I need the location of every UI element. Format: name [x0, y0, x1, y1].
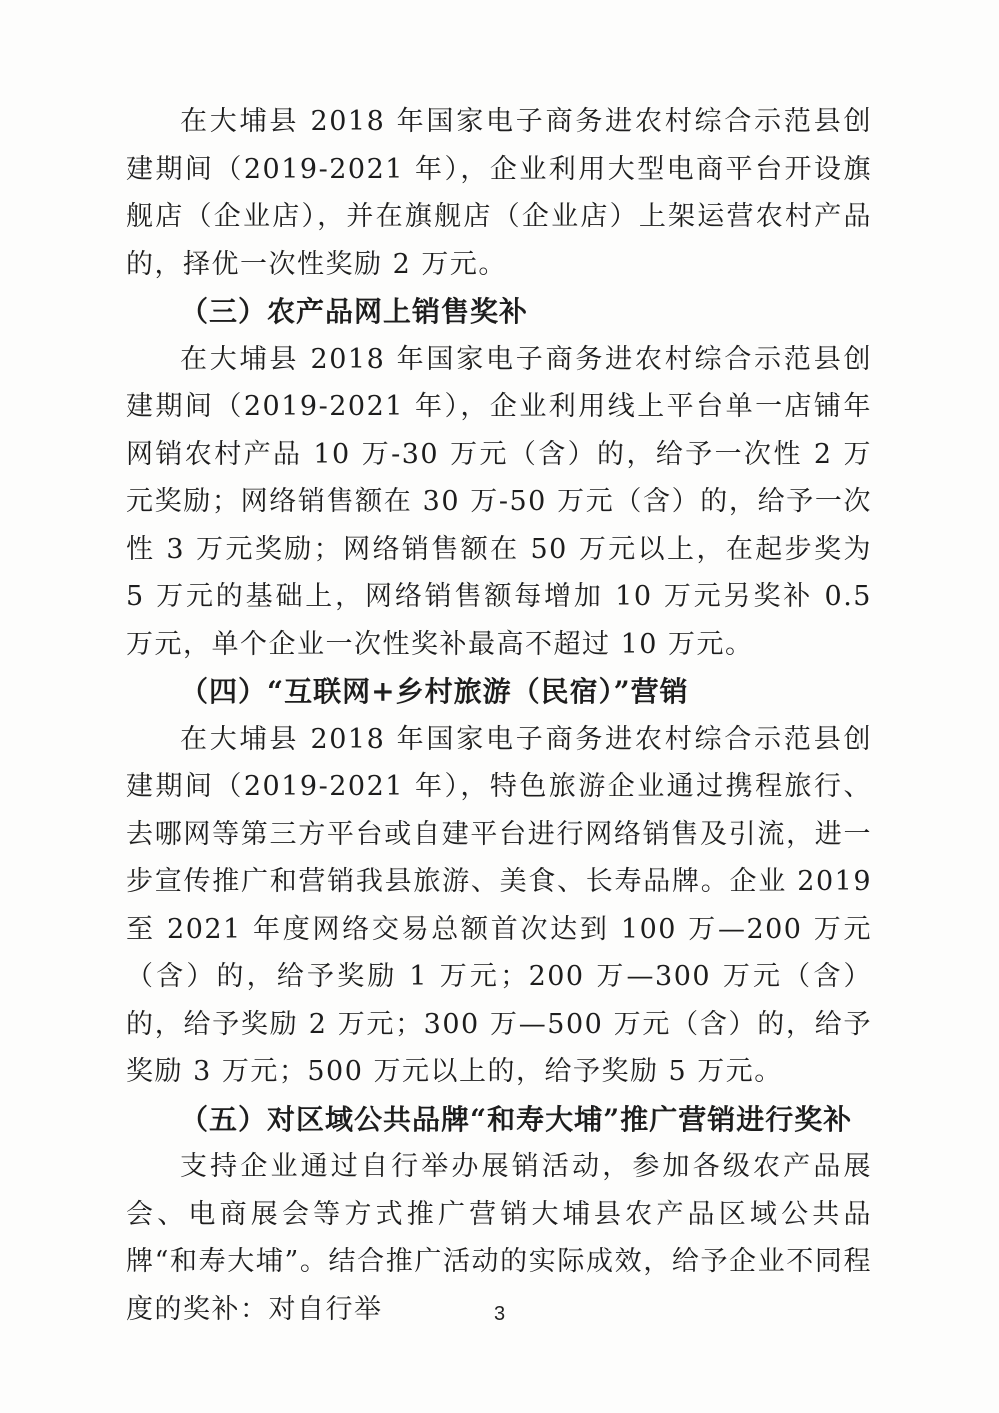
paragraph-internet-rural-tourism: 在大埔县 2018 年国家电子商务进农村综合示范县创建期间（2019-2021 年），特色旅游企业通过携程旅行、去哪网等第三方平台或自建平台进行网络销售及引流，进一步宣传推广和营销我县旅游、美食、长寿品牌。企业 2019 至 2021 年度网络交易总额首次达到 100 万—200 万元（含）的，给予奖励 1 万元；200 万—300 万元（含）的，给予奖励 2 万元；300 万—500 万元（含）的，给予奖励 3 万元；500 万元以上的，给予奖励 5 万元。	[126, 723, 872, 1087]
heading-internet-rural-tourism: （四）“互联网+乡村旅游（民宿）”营销	[180, 675, 689, 708]
paragraph-online-sales-subsidy: 在大埔县 2018 年国家电子商务进农村综合示范县创建期间（2019-2021 年），企业利用线上平台单一店铺年网销农村产品 10 万-30 万元（含）的，给予一次性 2 万元奖励；网络销售额在 30 万-50 万元（含）的，给予一次性 3 万元奖励；网络销售额在 50 万元以上，在起步奖为 5 万元的基础上，网络销售额每增加 10 万元另奖补 0.5 万元，单个企业一次性奖补最高不超过 10 万元。	[126, 343, 872, 660]
paragraph-flagship-store-reward: 在大埔县 2018 年国家电子商务进农村综合示范县创建期间（2019-2021 年），企业利用大型电商平台开设旗舰店（企业店），并在旗舰店（企业店）上架运营农村产品的，择优一次性奖励 2 万元。	[126, 106, 872, 280]
heading-regional-brand-promotion: （五）对区域公共品牌“和寿大埔”推广营销进行奖补	[180, 1102, 853, 1136]
heading-online-sales-subsidy: （三）农产品网上销售奖补	[180, 295, 529, 328]
paragraph-regional-brand-promotion: 支持企业通过自行举办展销活动，参加各级农产品展会、电商展会等方式推广营销大埔县农产品区域公共品牌“和寿大埔”。结合推广活动的实际成效，给予企业不同程度的奖补：对自行举	[126, 1151, 872, 1325]
page-number: 3	[493, 1303, 506, 1325]
document-body	[126, 98, 872, 1333]
